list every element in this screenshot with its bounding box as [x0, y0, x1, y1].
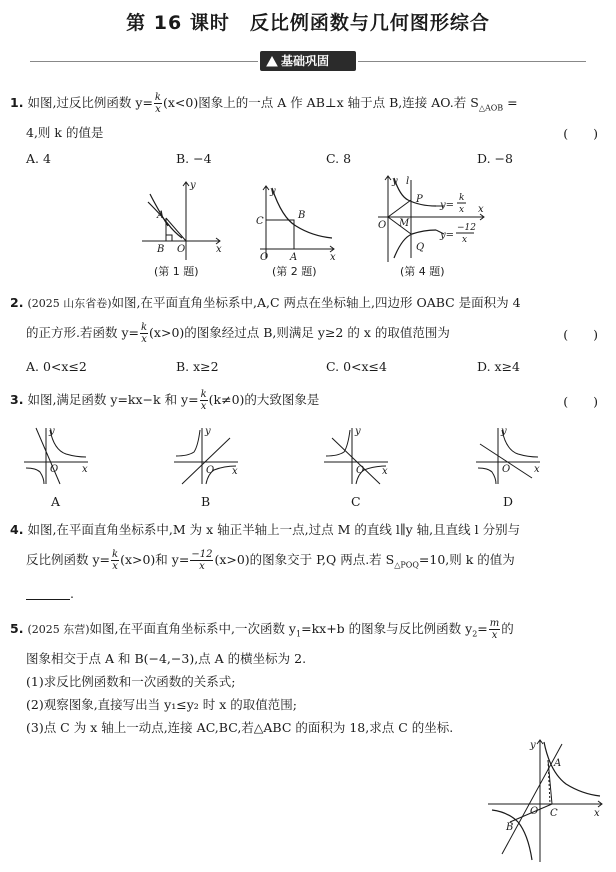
fig4-y-label: y	[392, 176, 398, 187]
q5-line2: 图象相交于点 A 和 B(−4,−3),点 A 的横坐标为 2.	[26, 651, 307, 666]
q1-answer-paren: ( )	[563, 126, 598, 141]
fig1-o-label: O	[177, 244, 186, 255]
q5-sub1: 1	[296, 629, 302, 639]
q3b-x: x	[232, 466, 238, 477]
q4-line3	[26, 585, 74, 603]
q4-frac2-num: −12	[191, 549, 213, 560]
q5-text-a: 如图,在平面直角坐标系中,一次函数 y	[89, 621, 296, 636]
q3-option-d: D	[503, 494, 514, 509]
q1-line1	[10, 92, 518, 118]
q1-text-b: (x<0)图象上的一点 A 作 AB⊥x 轴于点 B,连接 AO.若 S	[162, 95, 479, 110]
q4-line2	[26, 549, 515, 575]
q2-text-a: 如图,在平面直角坐标系中,A,C 两点在坐标轴上,四边形 OABC 是面积为 4	[111, 295, 521, 310]
caption-q4: (第 4 题)	[400, 265, 445, 278]
fig4-eq2-den: x	[462, 235, 468, 245]
fig4-l-label: l	[406, 176, 410, 187]
q5-frac-num: m	[489, 618, 500, 629]
q2-line1	[10, 294, 521, 313]
q2-option-a: A. 0<x≤2	[26, 359, 87, 374]
q1-fraction	[154, 92, 162, 115]
fig1-a-label: A	[157, 210, 165, 221]
fig4-eq1-den: x	[459, 205, 465, 215]
q1-subscript: △AOB	[478, 103, 504, 113]
q1-option-b: B. −4	[176, 151, 212, 166]
fig5-o-label: O	[530, 806, 539, 817]
q5-text-c: =	[477, 621, 488, 636]
q3a-y: y	[49, 426, 55, 437]
q3a-o: O	[50, 464, 59, 475]
q2-number: 2.	[10, 295, 24, 310]
fig4-x-label: x	[478, 204, 484, 215]
q5-subquestion-1: (1)求反比例函数和一次函数的关系式;	[26, 674, 236, 689]
mountain-icon	[266, 55, 278, 67]
fig2-c-label: C	[256, 216, 264, 227]
q5-number: 5.	[10, 621, 24, 636]
q3-frac-num: k	[200, 389, 207, 400]
q3c-o: O	[356, 465, 365, 476]
q1-frac-num: k	[154, 92, 161, 103]
q4-fraction-1	[111, 549, 119, 572]
q3b-y: y	[205, 426, 211, 437]
q5-line1	[10, 618, 514, 644]
fig4-m-label: M	[399, 218, 410, 229]
q5-subquestion-3: (3)点 C 为 x 轴上一动点,连接 AC,BC,若△ABC 的面积为 18,求点 C 的坐标.	[26, 720, 454, 735]
q5-text-d: 的	[501, 621, 514, 636]
figure-q5	[484, 736, 606, 864]
q1-option-a: A. 4	[26, 151, 51, 166]
fig4-eq1-lhs: y=	[440, 200, 455, 211]
fig5-a-label: A	[554, 758, 562, 769]
q4-text-a: 如图,在平面直角坐标系中,M 为 x 轴正半轴上一点,过点 M 的直线 l∥y 轴,且直线 l 分别与	[27, 522, 521, 537]
banner-rule-right	[358, 61, 586, 62]
q2-text-c: (x>0)的图象经过点 B,则满足 y≥2 的 x 的取值范围为	[149, 325, 450, 340]
q3-fraction	[200, 389, 208, 412]
fig4-q-label: Q	[416, 242, 425, 253]
caption-q2: (第 2 题)	[272, 265, 317, 278]
q4-number: 4.	[10, 522, 24, 537]
q4-frac1-den: x	[112, 561, 118, 572]
q4-line1	[10, 521, 520, 539]
q4-frac2-den: x	[199, 561, 205, 572]
q3a-x: x	[82, 464, 88, 475]
q3d-x: x	[534, 464, 540, 475]
q3-text-b: (k≠0)的大致图象是	[208, 392, 320, 407]
q3d-y: y	[501, 426, 507, 437]
fig2-y-label: y	[270, 186, 276, 197]
q2-text-b: 的正方形.若函数 y=	[26, 325, 139, 340]
banner-rule-left	[30, 61, 258, 62]
fig2-b-label: B	[298, 210, 306, 221]
q5-frac-den: x	[491, 630, 498, 641]
q3-number: 3.	[10, 392, 24, 407]
q1-option-d: D. −8	[477, 151, 513, 166]
q3-graph-d	[474, 424, 544, 486]
q4-text-c: (x>0)和 y=	[120, 552, 190, 567]
fig1-b-label: B	[157, 244, 165, 255]
caption-q1: (第 1 题)	[154, 265, 199, 278]
figure-q1	[138, 176, 226, 262]
q1-frac-den: x	[155, 104, 161, 115]
q4-frac1-num: k	[112, 549, 119, 560]
q3-line1	[10, 389, 319, 412]
figure-q4	[374, 172, 494, 264]
fig1-x-label: x	[216, 244, 222, 255]
page-title: 第 16 课时 反比例函数与几何图形综合	[126, 12, 490, 34]
q5-source: (2025 东营)	[27, 623, 90, 636]
q3-graph-c	[322, 424, 392, 486]
q3d-o: O	[502, 464, 511, 475]
q2-option-d: D. x≥4	[477, 359, 520, 374]
q4-fraction-2	[190, 549, 213, 572]
fig2-a-label: A	[290, 252, 298, 262]
q1-text-c: =	[503, 95, 518, 110]
q3-option-c: C	[351, 494, 361, 509]
fig4-eq1-num: k	[459, 193, 465, 203]
figure-q2	[254, 182, 338, 262]
fig5-b-label: B	[506, 822, 514, 833]
q2-frac-num: k	[140, 322, 148, 333]
q3b-o: O	[206, 465, 215, 476]
q5-fraction	[489, 618, 500, 641]
q3-frac-den: x	[200, 401, 207, 412]
banner-label: 基础巩固	[281, 54, 330, 68]
q4-subscript: △POQ	[394, 560, 419, 570]
fig4-o-label: O	[378, 220, 387, 231]
fig4-eq2-num: −12	[457, 223, 476, 233]
fig2-x-label: x	[330, 252, 336, 262]
q2-line2	[26, 322, 450, 345]
q2-frac-den: x	[141, 334, 147, 345]
q3c-x: x	[382, 466, 388, 477]
q1-option-c: C. 8	[326, 151, 352, 166]
fig1-y-label: y	[190, 180, 196, 191]
q2-source: (2025 山东省卷)	[27, 297, 112, 310]
fig5-c-label: C	[550, 808, 558, 819]
section-banner	[260, 51, 356, 71]
q3-option-b: B	[201, 494, 211, 509]
q1-line2: 4,则 k 的值是	[26, 125, 104, 140]
q2-option-c: C. 0<x≤4	[326, 359, 387, 374]
q4-text-e: =10,则 k 的值为	[418, 552, 515, 567]
q3-option-a: A	[51, 494, 61, 509]
q2-option-b: B. x≥2	[176, 359, 219, 374]
q3-text-a: 如图,满足函数 y=kx−k 和 y=	[27, 392, 199, 407]
q4-answer-blank	[26, 587, 70, 600]
q1-number: 1.	[10, 95, 24, 110]
q5-subquestion-2: (2)观察图象,直接写出当 y₁≤y₂ 时 x 的取值范围;	[26, 697, 297, 712]
fig2-o-label: O	[260, 252, 269, 262]
q2-answer-paren: ( )	[563, 327, 598, 342]
q4-text-d: (x>0)的图象交于 P,Q 两点.若 S	[214, 552, 395, 567]
q2-fraction	[140, 322, 148, 345]
fig4-eq2-lhs: y=	[440, 230, 455, 241]
q3c-y: y	[355, 426, 361, 437]
q3-answer-paren: ( )	[563, 394, 598, 409]
q4-text-b: 反比例函数 y=	[26, 552, 111, 567]
q3-graph-b	[172, 424, 242, 486]
fig5-x-label: x	[594, 808, 600, 819]
q4-period: .	[70, 586, 74, 601]
q3-graph-a	[22, 424, 92, 486]
q5-text-b: =kx+b 的图象与反比例函数 y	[301, 621, 473, 636]
fig4-p-label: P	[416, 194, 423, 205]
q1-text-a: 如图,过反比例函数 y=	[27, 95, 153, 110]
q5-sub2: 2	[472, 629, 478, 639]
fig5-y-label: y	[530, 740, 536, 751]
